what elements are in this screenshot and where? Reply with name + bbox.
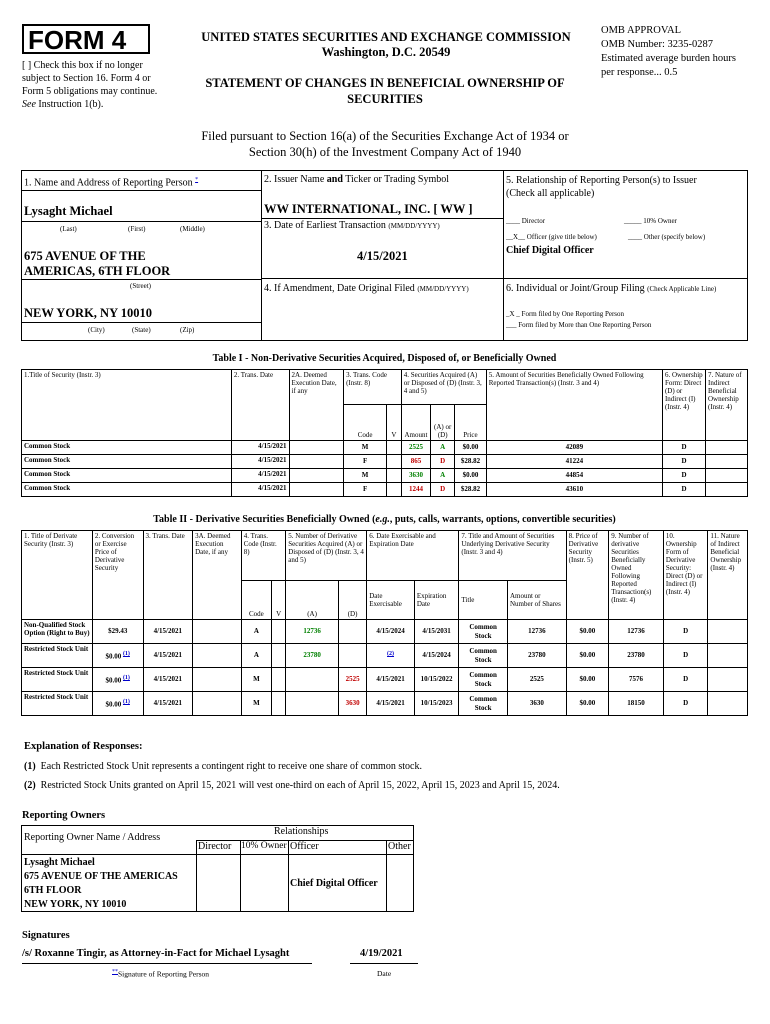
- t2-cell-exer: 4/15/2021: [367, 692, 415, 716]
- omb-approval: OMB APPROVAL: [601, 25, 682, 36]
- statement-title: STATEMENT OF CHANGES IN BENEFICIAL OWNERSHIP OF SECURITIES: [205, 76, 565, 106]
- t1-cell-form: D: [662, 455, 705, 469]
- t1-cell-form: D: [662, 441, 705, 455]
- t1-cell-date: 4/15/2021: [231, 455, 289, 469]
- explanation-1: (1) Each Restricted Stock Unit represents a contingent right to receive one share of common stock.: [24, 761, 422, 772]
- omb-burden: Estimated average burden hours per response... 0.5: [601, 53, 736, 78]
- t1-cell-v: [387, 441, 402, 455]
- table2-row: [22, 620, 748, 644]
- t2-sub-a: (A): [286, 581, 339, 620]
- t2-cell-ul-title: Common Stock: [459, 644, 508, 668]
- explanation-title: Explanation of Responses:: [24, 741, 143, 752]
- t2-cell-v: [272, 668, 286, 692]
- omb-box: [601, 24, 751, 80]
- t2-cell-price: $0.00 (1): [92, 668, 143, 692]
- t1-h-deemed: 2A. Deemed Execution Date, if any: [289, 370, 344, 441]
- owners-h-rel: Relationships: [274, 826, 329, 837]
- label-street: (Street): [130, 282, 151, 290]
- t2-cell-exer: 4/15/2024: [367, 620, 415, 644]
- filed-pursuant-line1: Filed pursuant to Section 16(a) of the Securities Exchange Act of 1934 or: [201, 129, 569, 143]
- t2-cell-ul-title: Common Stock: [459, 692, 508, 716]
- t2-cell-title: Restricted Stock Unit: [22, 668, 93, 692]
- owners-h-name: Reporting Owner Name / Address: [24, 832, 161, 843]
- t1-cell-code: F: [344, 455, 387, 469]
- t2-cell-nature: [708, 668, 748, 692]
- owners-h-director: Director: [198, 841, 232, 852]
- t1-cell-aord: A: [431, 441, 455, 455]
- label-city: (City): [88, 326, 105, 334]
- t2-h-price: 8. Price of Derivative Security (Instr. 5): [566, 531, 609, 620]
- t2-sub-amount: Amount or Number of Shares: [507, 581, 566, 620]
- t1-cell-amount: 865: [401, 455, 430, 469]
- t2-cell-d: [338, 644, 366, 668]
- t2-sub-title: Title: [459, 581, 508, 620]
- footnote-link[interactable]: *: [195, 177, 199, 183]
- t1-cell-title: Common Stock: [22, 469, 232, 483]
- table1: [21, 369, 748, 497]
- t1-cell-nature: [705, 483, 747, 497]
- t2-cell-deemed: [193, 668, 242, 692]
- street-address: 675 AVENUE OF THE AMERICAS, 6TH FLOOR: [24, 249, 171, 278]
- t1-cell-code: F: [344, 483, 387, 497]
- t2-cell-exer: [367, 644, 415, 668]
- box4-label: 4. If Amendment, Date Original Filed (MM/DD/YYYY): [264, 283, 469, 294]
- t1-cell-owned: 41224: [486, 455, 662, 469]
- t1-sub-code: Code: [344, 405, 387, 441]
- t2-cell-price: $0.00 (1): [92, 692, 143, 716]
- footnote-link[interactable]: (2): [387, 650, 395, 657]
- other-check[interactable]: ____ Other (specify below): [628, 233, 706, 241]
- t2-cell-form: D: [663, 668, 708, 692]
- officer-check[interactable]: __X__ Officer (give title below): [506, 233, 597, 241]
- t2-cell-code: M: [241, 668, 271, 692]
- reporting-person-name: Lysaght Michael: [24, 204, 113, 218]
- t1-cell-nature: [705, 441, 747, 455]
- t1-cell-deemed: [289, 455, 344, 469]
- t1-cell-v: [387, 483, 402, 497]
- omb-number: OMB Number: 3235-0287: [601, 39, 713, 50]
- label-zip: (Zip): [180, 326, 195, 334]
- t2-sub-code: Code: [241, 581, 271, 620]
- t2-cell-v: [272, 620, 286, 644]
- t1-cell-aord: D: [431, 483, 455, 497]
- t2-cell-nature: [708, 644, 748, 668]
- signatures-title: Signatures: [22, 930, 70, 941]
- t2-h-nature: 11. Nature of Indirect Beneficial Ownership (Instr. 4): [708, 531, 748, 620]
- t1-cell-deemed: [289, 469, 344, 483]
- t2-cell-form: D: [663, 644, 708, 668]
- t1-cell-title: Common Stock: [22, 441, 232, 455]
- t1-cell-amount: 2525: [401, 441, 430, 455]
- t2-cell-exp: 4/15/2024: [414, 644, 459, 668]
- t1-cell-date: 4/15/2021: [231, 483, 289, 497]
- table1-row: [22, 469, 748, 483]
- t2-cell-a: 23780: [286, 644, 339, 668]
- label-middle: (Middle): [180, 225, 205, 233]
- t2-cell-code: M: [241, 692, 271, 716]
- city-state-zip: NEW YORK, NY 10010: [24, 306, 153, 320]
- t2-cell-code: A: [241, 644, 271, 668]
- multi-person-filing[interactable]: ___ Form filed by More than One Reporting Person: [506, 321, 652, 329]
- box3-label: 3. Date of Earliest Transaction (MM/DD/YYYY): [264, 220, 440, 231]
- t2-cell-nature: [708, 620, 748, 644]
- one-person-filing[interactable]: _X _ Form filed by One Reporting Person: [506, 310, 625, 318]
- t2-cell-title: Non-Qualified Stock Option (Right to Buy): [22, 620, 93, 644]
- t2-h-exercise: 6. Date Exercisable and Expiration Date: [367, 531, 459, 581]
- t2-cell-dprice: $0.00: [566, 620, 609, 644]
- director-check[interactable]: ____ Director: [506, 217, 546, 225]
- t2-h-owned: 9. Number of derivative Securities Beneficially Owned Following Reported Transaction(s) (Instr. 4): [609, 531, 664, 620]
- check-box-text[interactable]: [ ] Check this box if no longer subject to Section 16. Form 4 or Form 5 obligations may continue.: [22, 60, 158, 97]
- footnote-link[interactable]: (1): [122, 674, 130, 681]
- t2-cell-ul-title: Common Stock: [459, 668, 508, 692]
- t1-cell-date: 4/15/2021: [231, 469, 289, 483]
- t2-cell-owned: 18150: [609, 692, 664, 716]
- t1-h-date: 2. Trans. Date: [231, 370, 289, 441]
- owners-h-ten: 10% Owner: [241, 841, 287, 851]
- table1-title: Table I - Non-Derivative Securities Acquired, Disposed of, or Beneficially Owned: [212, 353, 557, 364]
- box2-label: 2. Issuer Name and Ticker or Trading Symbol: [264, 174, 450, 185]
- t2-cell-dprice: $0.00: [566, 692, 609, 716]
- t1-cell-date: 4/15/2021: [231, 441, 289, 455]
- t1-cell-v: [387, 455, 402, 469]
- t2-cell-date: 4/15/2021: [143, 668, 193, 692]
- t2-cell-exp: 4/15/2031: [414, 620, 459, 644]
- owner-address: Lysaght Michael 675 AVENUE OF THE AMERICAS 6TH FLOOR NEW YORK, NY 10010: [24, 857, 178, 910]
- t2-cell-form: D: [663, 692, 708, 716]
- t1-h-title: 1.Title of Security (Instr. 3): [22, 370, 232, 441]
- signature-label: **Signature of Reporting Person: [112, 969, 210, 979]
- t1-cell-price: $28.82: [455, 483, 486, 497]
- signature-footnote-link[interactable]: **: [112, 969, 118, 975]
- t2-h-conv: 2. Conversion or Exercise Price of Derivative Security: [92, 531, 143, 620]
- t1-cell-price: $28.82: [455, 455, 486, 469]
- signature-date: 4/19/2021: [360, 948, 403, 959]
- t1-cell-owned: 43610: [486, 483, 662, 497]
- t2-cell-exer: 4/15/2021: [367, 668, 415, 692]
- table2-row: [22, 644, 748, 668]
- t2-cell-date: 4/15/2021: [143, 644, 193, 668]
- t2-cell-deemed: [193, 620, 242, 644]
- t2-h-underlying: 7. Title and Amount of Securities Underlying Derivative Security (Instr. 3 and 4): [459, 531, 566, 581]
- t1-sub-aord: (A) or (D): [431, 405, 455, 441]
- t1-cell-form: D: [662, 469, 705, 483]
- t2-h-form: 10. Ownership Form of Derivative Security: Direct (D) or Indirect (I) (Instr. 4): [663, 531, 708, 620]
- t2-cell-exp: 10/15/2022: [414, 668, 459, 692]
- t1-cell-aord: A: [431, 469, 455, 483]
- info-grid: [21, 170, 748, 341]
- t1-sub-v: V: [387, 405, 402, 441]
- t1-cell-deemed: [289, 441, 344, 455]
- table2-row: [22, 668, 748, 692]
- t2-cell-ul-amt: 12736: [507, 620, 566, 644]
- t2-cell-date: 4/15/2021: [143, 692, 193, 716]
- t2-cell-date: 4/15/2021: [143, 620, 193, 644]
- t2-sub-exp: Expiration Date: [414, 581, 459, 620]
- footnote-link[interactable]: (1): [122, 650, 130, 657]
- table2-row: [22, 692, 748, 716]
- t2-sub-exer: Date Exercisable: [367, 581, 415, 620]
- t1-sub-amount: Amount: [401, 405, 430, 441]
- t2-cell-d: 3630: [338, 692, 366, 716]
- t2-cell-dprice: $0.00: [566, 644, 609, 668]
- explanation-2: (2) Restricted Stock Units granted on April 15, 2021 will vest one-third on each of April 15, 2022, April 15, 2023 and April 15, 2024.: [24, 780, 560, 791]
- t1-cell-title: Common Stock: [22, 455, 232, 469]
- t2-cell-dprice: $0.00: [566, 668, 609, 692]
- t2-cell-ul-amt: 3630: [507, 692, 566, 716]
- t2-cell-price: $29.43: [92, 620, 143, 644]
- t2-cell-d: 2525: [338, 668, 366, 692]
- t2-cell-ul-amt: 23780: [507, 644, 566, 668]
- t1-cell-nature: [705, 455, 747, 469]
- t2-h-title: 1. Title of Derivate Security (Instr. 3): [22, 531, 93, 620]
- t2-cell-form: D: [663, 620, 708, 644]
- t2-cell-v: [272, 644, 286, 668]
- t1-cell-price: $0.00: [455, 469, 486, 483]
- box1-label: 1. Name and Address of Reporting Person *: [24, 177, 199, 189]
- owners-title: Reporting Owners: [22, 810, 106, 821]
- table1-row: [22, 455, 748, 469]
- t1-cell-code: M: [344, 441, 387, 455]
- t1-cell-deemed: [289, 483, 344, 497]
- date-label: Date: [377, 969, 392, 978]
- t1-h-acquired: 4. Securities Acquired (A) or Disposed of (D) (Instr. 3, 4 and 5): [401, 370, 486, 405]
- form-title-box: [22, 24, 150, 54]
- t1-h-form: 6. Ownership Form: Direct (D) or Indirect (I) (Instr. 4): [662, 370, 705, 441]
- t2-cell-deemed: [193, 644, 242, 668]
- t1-cell-v: [387, 469, 402, 483]
- t2-cell-a: 12736: [286, 620, 339, 644]
- t2-cell-owned: 12736: [609, 620, 664, 644]
- owners-h-officer: Officer: [290, 841, 319, 852]
- t2-h-deemed: 3A. Deemed Execution Date, if any: [193, 531, 242, 620]
- footnote-link[interactable]: (1): [122, 698, 130, 705]
- t1-cell-title: Common Stock: [22, 483, 232, 497]
- t1-h-nature: 7. Nature of Indirect Beneficial Ownership (Instr. 4): [705, 370, 747, 441]
- t1-cell-nature: [705, 469, 747, 483]
- t2-h-date: 3. Trans. Date: [143, 531, 193, 620]
- check-box-note: [22, 59, 170, 111]
- t2-cell-a: [286, 692, 339, 716]
- t2-cell-code: A: [241, 620, 271, 644]
- t2-cell-owned: 23780: [609, 644, 664, 668]
- agency-location: Washington, D.C. 20549: [321, 45, 451, 59]
- t2-cell-deemed: [193, 692, 242, 716]
- officer-title: Chief Digital Officer: [506, 245, 594, 256]
- box5-label: 5. Relationship of Reporting Person(s) to Issuer (Check all applicable): [506, 175, 697, 199]
- table2: [21, 530, 748, 716]
- ten-pct-owner-check[interactable]: _____ 10% Owner: [624, 217, 677, 225]
- t2-cell-owned: 7576: [609, 668, 664, 692]
- owners-h-other: Other: [388, 841, 411, 852]
- filed-pursuant: [100, 128, 670, 160]
- t2-cell-exp: 10/15/2023: [414, 692, 459, 716]
- t1-cell-owned: 44854: [486, 469, 662, 483]
- issuer-name: WW INTERNATIONAL, INC. [ WW ]: [264, 202, 473, 216]
- agency-name: UNITED STATES SECURITIES AND EXCHANGE COMMISSION: [201, 30, 571, 44]
- t2-sub-d: (D): [338, 581, 366, 620]
- t2-cell-price: $0.00 (1): [92, 644, 143, 668]
- label-first: (First): [128, 225, 146, 233]
- t1-cell-amount: 1244: [401, 483, 430, 497]
- t2-cell-title: Restricted Stock Unit: [22, 692, 93, 716]
- table2-title: Table II - Derivative Securities Beneficially Owned (e.g., puts, calls, warrants, options, convertible securities): [153, 514, 616, 525]
- t2-cell-ul-amt: 2525: [507, 668, 566, 692]
- t2-cell-title: Restricted Stock Unit: [22, 644, 93, 668]
- filed-pursuant-line2: Section 30(h) of the Investment Company Act of 1940: [248, 145, 522, 159]
- t2-cell-v: [272, 692, 286, 716]
- t2-sub-v: V: [272, 581, 286, 620]
- form-title: FORM 4: [28, 25, 127, 55]
- see-text: See: [22, 99, 36, 110]
- t1-cell-aord: D: [431, 455, 455, 469]
- t1-cell-amount: 3630: [401, 469, 430, 483]
- t2-cell-a: [286, 668, 339, 692]
- table1-row: [22, 483, 748, 497]
- signer-name: /s/ Roxanne Tingir, as Attorney-in-Fact for Michael Lysaght: [22, 948, 290, 959]
- t2-cell-d: [338, 620, 366, 644]
- t2-h-code: 4. Trans. Code (Instr. 8): [241, 531, 286, 581]
- instruction-ref: Instruction 1(b).: [38, 99, 104, 110]
- label-last: (Last): [60, 225, 77, 233]
- t2-cell-nature: [708, 692, 748, 716]
- earliest-transaction-date: 4/15/2021: [357, 249, 408, 263]
- t1-sub-price: Price: [455, 405, 486, 441]
- t1-cell-owned: 42089: [486, 441, 662, 455]
- t2-cell-ul-title: Common Stock: [459, 620, 508, 644]
- box6-label: 6. Individual or Joint/Group Filing (Check Applicable Line): [506, 283, 717, 294]
- owners-table: [21, 825, 414, 912]
- t1-h-code: 3. Trans. Code (Instr. 8): [344, 370, 402, 405]
- label-state: (State): [132, 326, 151, 334]
- t1-h-owned: 5. Amount of Securities Beneficially Owned Following Reported Transaction(s) (Instr. 3 and 4): [486, 370, 662, 441]
- table1-row: [22, 441, 748, 455]
- t1-cell-price: $0.00: [455, 441, 486, 455]
- t1-cell-code: M: [344, 469, 387, 483]
- t1-cell-form: D: [662, 483, 705, 497]
- t2-h-number: 5. Number of Derivative Securities Acquired (A) or Disposed of (D) (Instr. 3, 4 and 5): [286, 531, 367, 581]
- owner-officer-title: Chief Digital Officer: [290, 878, 378, 889]
